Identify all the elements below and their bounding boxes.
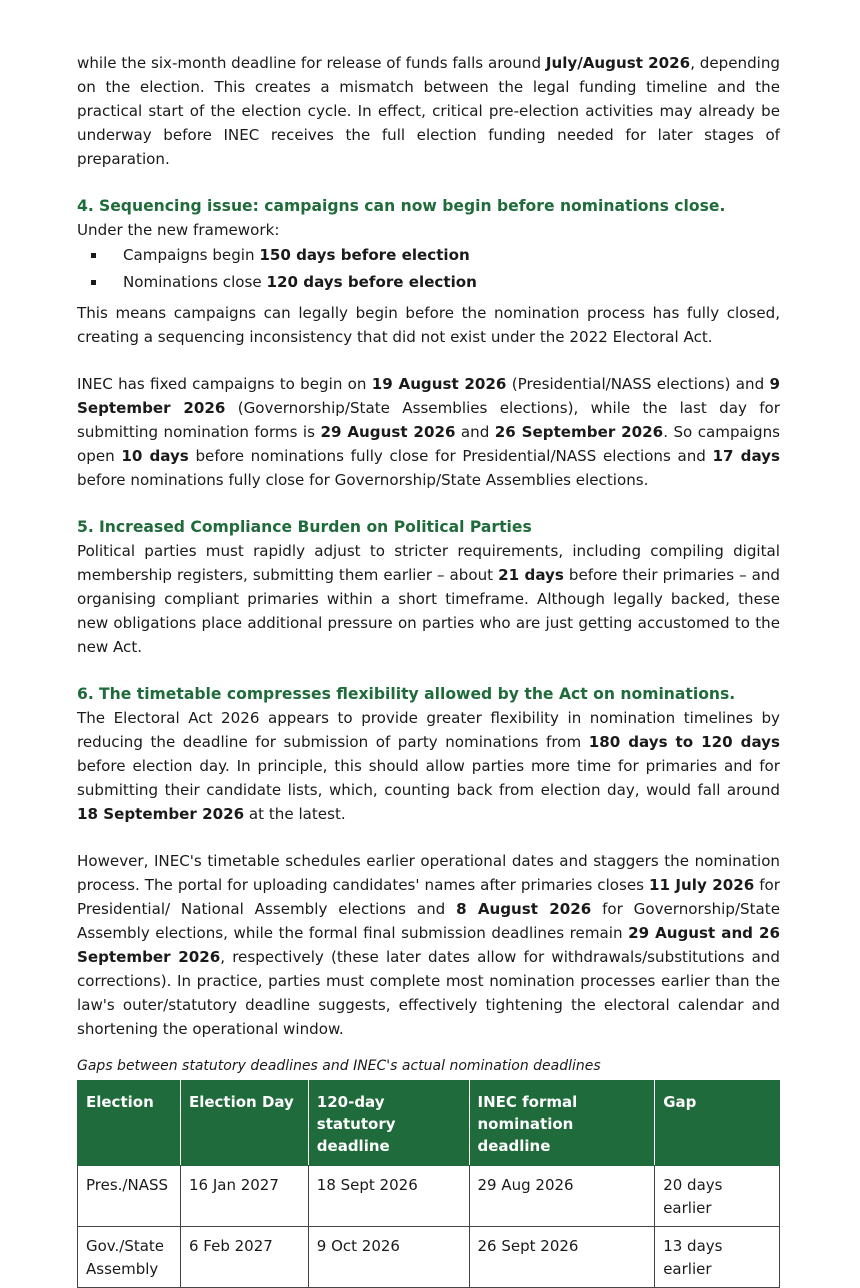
table-cell: 9 Oct 2026 — [308, 1227, 469, 1288]
header-inec-deadline: INEC formal nomination deadline — [469, 1081, 655, 1166]
bullet-marker — [91, 253, 96, 258]
table-cell: 29 Aug 2026 — [469, 1166, 655, 1227]
header-statutory-deadline: 120-day statutory deadline — [308, 1081, 469, 1166]
section-6-heading: 6. The timetable compresses flexibility allowed by the Act on nominations. — [77, 685, 736, 703]
table-row — [78, 1166, 780, 1227]
section-4-lead: Under the new framework: — [77, 221, 280, 239]
table-cell: 18 Sept 2026 — [308, 1166, 469, 1227]
table-cell: 26 Sept 2026 — [469, 1227, 655, 1288]
table-cell: Gov./State Assembly — [78, 1227, 181, 1288]
deadline-gaps-table — [77, 1080, 780, 1288]
table-cell: 6 Feb 2027 — [180, 1227, 308, 1288]
table-cell: Pres./NASS — [78, 1166, 181, 1227]
section-4-paragraph-2: INEC has fixed campaigns to begin on 19 August 2026 (Presidential/NASS elections) and 9 September 2026 (Governorship/State Assemblies elections), while the last day for submitting nomination forms is 29 August 2026 and 26 September 2026. So campaigns open 10 days before nominations fully close for Presidential/NASS elections and 17 days before nominations fully close for Governorship/State Assemblies elections. — [77, 375, 780, 489]
header-gap: Gap — [655, 1081, 780, 1166]
table-cell: 13 days earlier — [655, 1227, 780, 1288]
intro-paragraph: while the six-month deadline for release of funds falls around July/August 2026, depending on the election. This creates a mismatch between the legal funding timeline and the practical start of the election cycle. In effect, critical pre-election activities may already be underway before INEC receives the full election funding needed for later stages of preparation. — [77, 54, 781, 168]
table-cell: 20 days earlier — [655, 1166, 780, 1227]
section-4-heading: 4. Sequencing issue: campaigns can now begin before nominations close. — [77, 197, 726, 215]
list-item: Campaigns begin 150 days before election — [91, 242, 780, 269]
section-6-paragraph-2: However, INEC's timetable schedules earlier operational dates and staggers the nomination process. The portal for uploading candidates' names after primaries closes 11 July 2026 for Presidential/ National Assembly elections and 8 August 2026 for Governorship/State Assembly elections, while the formal final submission deadlines remain 29 August and 26 September 2026, respectively (these later dates allow for withdrawals/substitutions and corrections). In practice, parties must complete most nomination processes earlier than the law's outer/statutory deadline suggests, effectively tightening the electoral calendar and shortening the operational window. — [77, 852, 781, 1038]
section-4-paragraph-1: This means campaigns can legally begin before the nomination process has fully closed, creating a sequencing inconsistency that did not exist under the 2022 Electoral Act. — [77, 304, 780, 346]
list-item: Nominations close 120 days before election — [91, 269, 780, 296]
table-caption: Gaps between statutory deadlines and INEC's actual nomination deadlines — [77, 1058, 601, 1074]
section-4-bullet-list — [77, 242, 780, 296]
table-header-row — [78, 1081, 780, 1166]
section-5-paragraph: Political parties must rapidly adjust to stricter requirements, including compiling digital membership registers, submitting them earlier – about 21 days before their primaries – and organising compliant primaries within a short timeframe. Although legally backed, these new obligations place additional pressure on parties who are just getting accustomed to the new Act. — [77, 542, 781, 656]
table-row — [78, 1227, 780, 1288]
section-6-paragraph-1: The Electoral Act 2026 appears to provide greater flexibility in nomination timelines by reducing the deadline for submission of party nominations from 180 days to 120 days before election day. In principle, this should allow parties more time for primaries and for submitting their candidate lists, which, counting back from election day, would fall around 18 September 2026 at the latest. — [77, 709, 780, 823]
header-election-day: Election Day — [180, 1081, 308, 1166]
section-5-heading: 5. Increased Compliance Burden on Political Parties — [77, 518, 532, 536]
table-cell: 16 Jan 2027 — [180, 1166, 308, 1227]
bullet-marker — [91, 280, 96, 285]
header-election: Election — [78, 1081, 181, 1166]
